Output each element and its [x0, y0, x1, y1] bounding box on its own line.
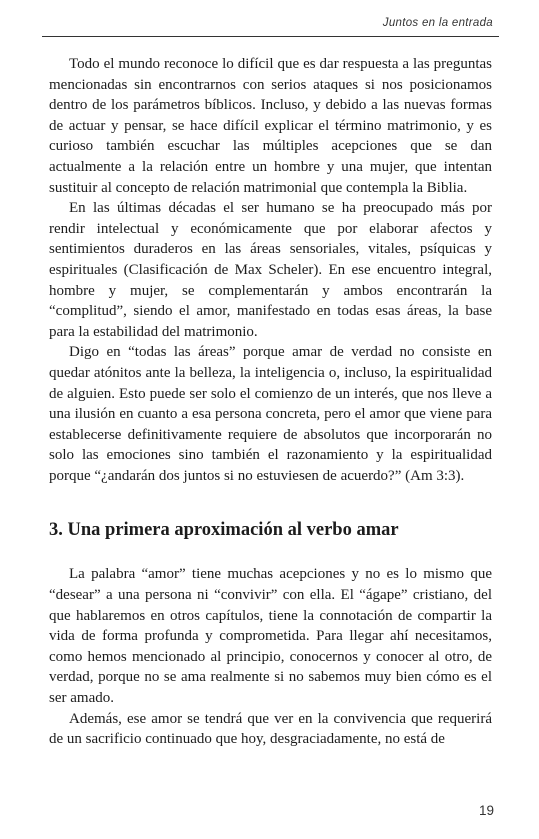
running-head: Juntos en la entrada	[382, 17, 493, 29]
paragraph-5: Además, ese amor se tendrá que ver en la convivencia que requerirá de un sacrificio continuado que hoy, desgraciadamente, no está de	[49, 710, 492, 748]
paragraph-2: En las últimas décadas el ser humano se ha preocupado más por rendir intelectual y económicamente que por elaborar afectos y sentimientos duraderos en las áreas sensoriales, vitales, psíquicas y espirituales (Clasificación de Max Scheler). En ese encuentro integral, hombre y mujer, se complementarán y ambos encontrarán la “complitud”, siendo el amor, manifestado en todas esas áreas, la base para la estabilidad del matrimonio.	[49, 200, 492, 340]
header-rule	[42, 36, 499, 37]
paragraph-3: Digo en “todas las áreas” porque amar de verdad no consiste en quedar atónitos ante la belleza, la inteligencia o, incluso, la espiritualidad de alguien. Esto puede ser solo el comienzo de un interés, que nos lleve a una ilusión en cuanto a esa persona concreta, pero el amor que viene para establecerse definitivamente requiere de absolutos que incorporarán no solo las emociones sino también el razonamiento y la espiritualidad porque “¿andarán dos juntos si no estuviesen de acuerdo?” (Am 3:3).	[49, 344, 492, 484]
page-body	[49, 54, 492, 750]
paragraph-1: Todo el mundo reconoce lo difícil que es dar respuesta a las preguntas mencionadas sin encontrarnos con serios ataques si nos posicionamos dentro de los parámetros bíblicos. Incluso, y debido a las nuevas formas de actuar y pensar, se hace difícil explicar el término matrimonio, y es curioso también escuchar las múltiples acepciones que se dan actualmente a la relación entre un hombre y una mujer, que intentan sustituir al concepto de relación matrimonial que contempla la Biblia.	[49, 56, 492, 196]
paragraph-4: La palabra “amor” tiene muchas acepciones y no es lo mismo que “desear” a una persona ni “convivir” con ella. El “ágape” cristiano, del que hablaremos en otros capítulos, tiene la connotación de compartir la vida de forma profunda y comprometida. Para llegar ahí necesitamos, como hemos mencionado al principio, conocernos y conocer al otro, de verdad, porque no se ama realmente si no sabemos muy bien cómo es el ser amado.	[49, 566, 492, 707]
page-number: 19	[478, 803, 494, 818]
section-heading: 3. Una primera aproximación al verbo amar	[49, 520, 399, 541]
